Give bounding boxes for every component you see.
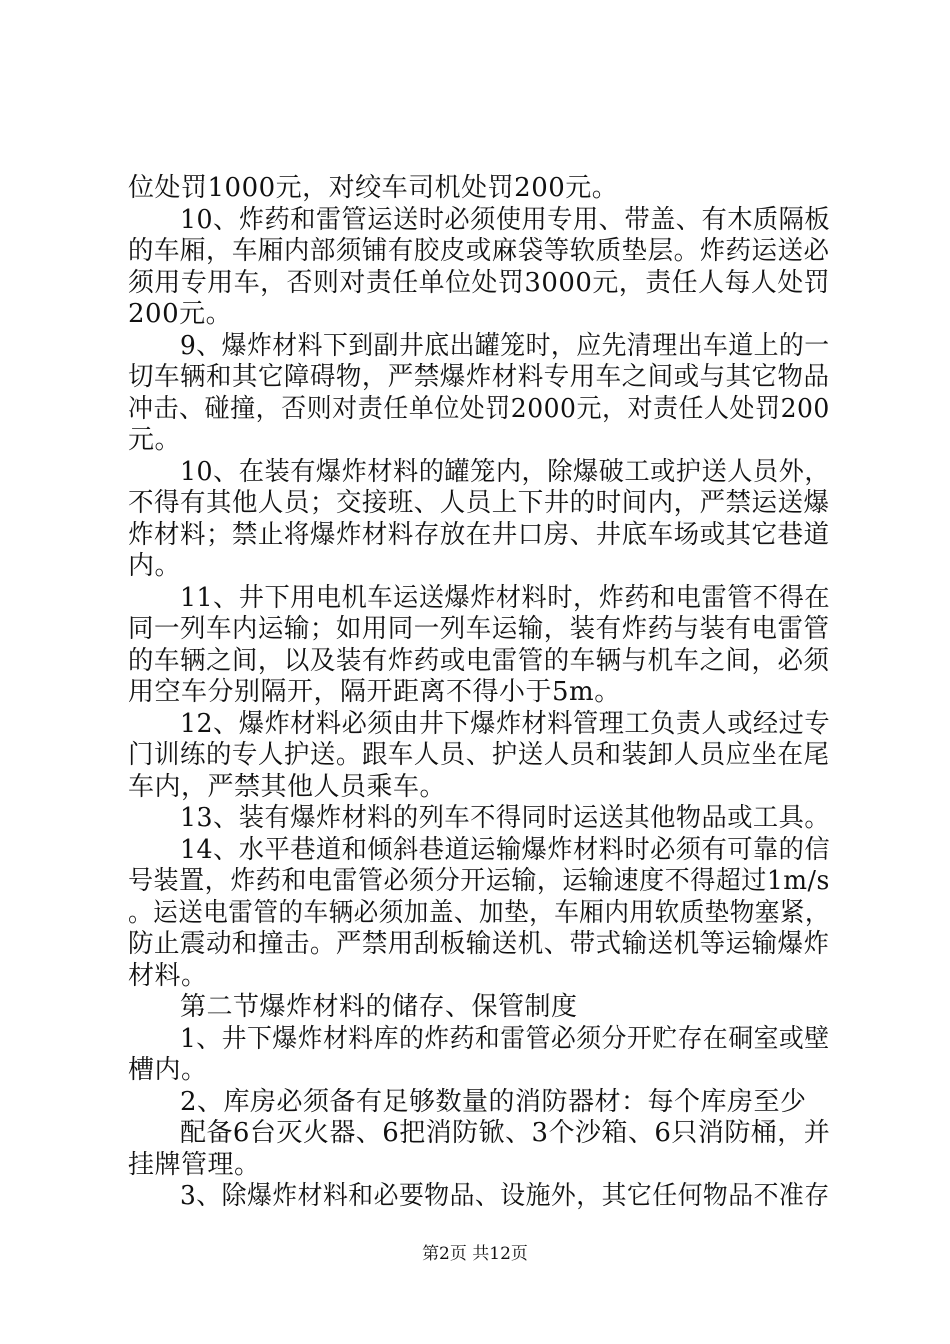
text-line: 200元。 <box>128 299 233 329</box>
text-line: 须用专用车，否则对责任单位处罚3000元，责任人每人处罚 <box>128 267 831 298</box>
text-line: 11、井下用电机车运送爆炸材料时，炸药和电雷管不得在 <box>180 582 831 613</box>
text-line: 位处罚1000元，对绞车司机处罚200元。 <box>128 173 619 203</box>
text-line: 用空车分别隔开，隔开距离不得小于5m。 <box>128 677 621 707</box>
text-line: 不得有其他人员；交接班、人员上下井的时间内，严禁运送爆 <box>128 488 830 518</box>
section-heading: 第二节爆炸材料的储存、保管制度 <box>180 992 578 1022</box>
text-line: 切车辆和其它障碍物，严禁爆炸材料专用车之间或与其它物品 <box>128 362 830 392</box>
text-line: 防止震动和撞击。严禁用刮板输送机、带式输送机等运输爆炸 <box>128 929 830 959</box>
text-line: 10、炸药和雷管运送时必须使用专用、带盖、有木质隔板 <box>180 204 831 235</box>
text-line: 槽内。 <box>128 1055 208 1085</box>
text-line: 配备6台灭火器、6把消防锨、3个沙箱、6只消防桶，并 <box>180 1118 831 1148</box>
text-line: 。运送电雷管的车辆必须加盖、加垫，车厢内用软质垫物塞紧， <box>128 897 831 928</box>
text-line: 同一列车内运输；如用同一列车运输，装有炸药与装有电雷管 <box>128 614 830 644</box>
text-line: 2、库房必须备有足够数量的消防器材：每个库房至少 <box>180 1086 807 1117</box>
text-line: 的车厢，车厢内部须铺有胶皮或麻袋等软质垫层。炸药运送必 <box>128 236 830 266</box>
text-line: 12、爆炸材料必须由井下爆炸材料管理工负责人或经过专 <box>180 708 831 739</box>
text-line: 内。 <box>128 551 182 581</box>
text-line: 14、水平巷道和倾斜巷道运输爆炸材料时必须有可靠的信 <box>180 834 831 865</box>
text-line: 元。 <box>128 425 182 455</box>
text-line: 挂牌管理。 <box>128 1149 261 1180</box>
text-line: 10、在装有爆炸材料的罐笼内，除爆破工或护送人员外， <box>180 456 831 487</box>
text-line: 的车辆之间，以及装有炸药或电雷管的车辆与机车之间，必须 <box>128 645 830 676</box>
text-line: 炸材料；禁止将爆炸材料存放在井口房、井底车场或其它巷道 <box>128 519 830 550</box>
page-footer: 第2页 共12页 <box>422 1244 528 1264</box>
text-line: 门训练的专人护送。跟车人员、护送人员和装卸人员应坐在尾 <box>128 740 830 770</box>
text-line: 冲击、碰撞，否则对责任单位处罚2000元，对责任人处罚200 <box>128 393 830 424</box>
text-line: 车内，严禁其他人员乘车。 <box>128 771 447 802</box>
text-line: 9、爆炸材料下到副井底出罐笼时，应先清理出车道上的一 <box>180 330 830 361</box>
text-line: 号装置，炸药和电雷管必须分开运输，运输速度不得超过1m/s <box>128 866 830 896</box>
text-line: 1、井下爆炸材料库的炸药和雷管必须分开贮存在硐室或壁 <box>180 1023 830 1054</box>
text-line: 3、除爆炸材料和必要物品、设施外，其它任何物品不准存 <box>180 1181 830 1211</box>
text-line: 13、装有爆炸材料的列车不得同时运送其他物品或工具。 <box>180 803 831 833</box>
text-line: 材料。 <box>128 960 208 991</box>
